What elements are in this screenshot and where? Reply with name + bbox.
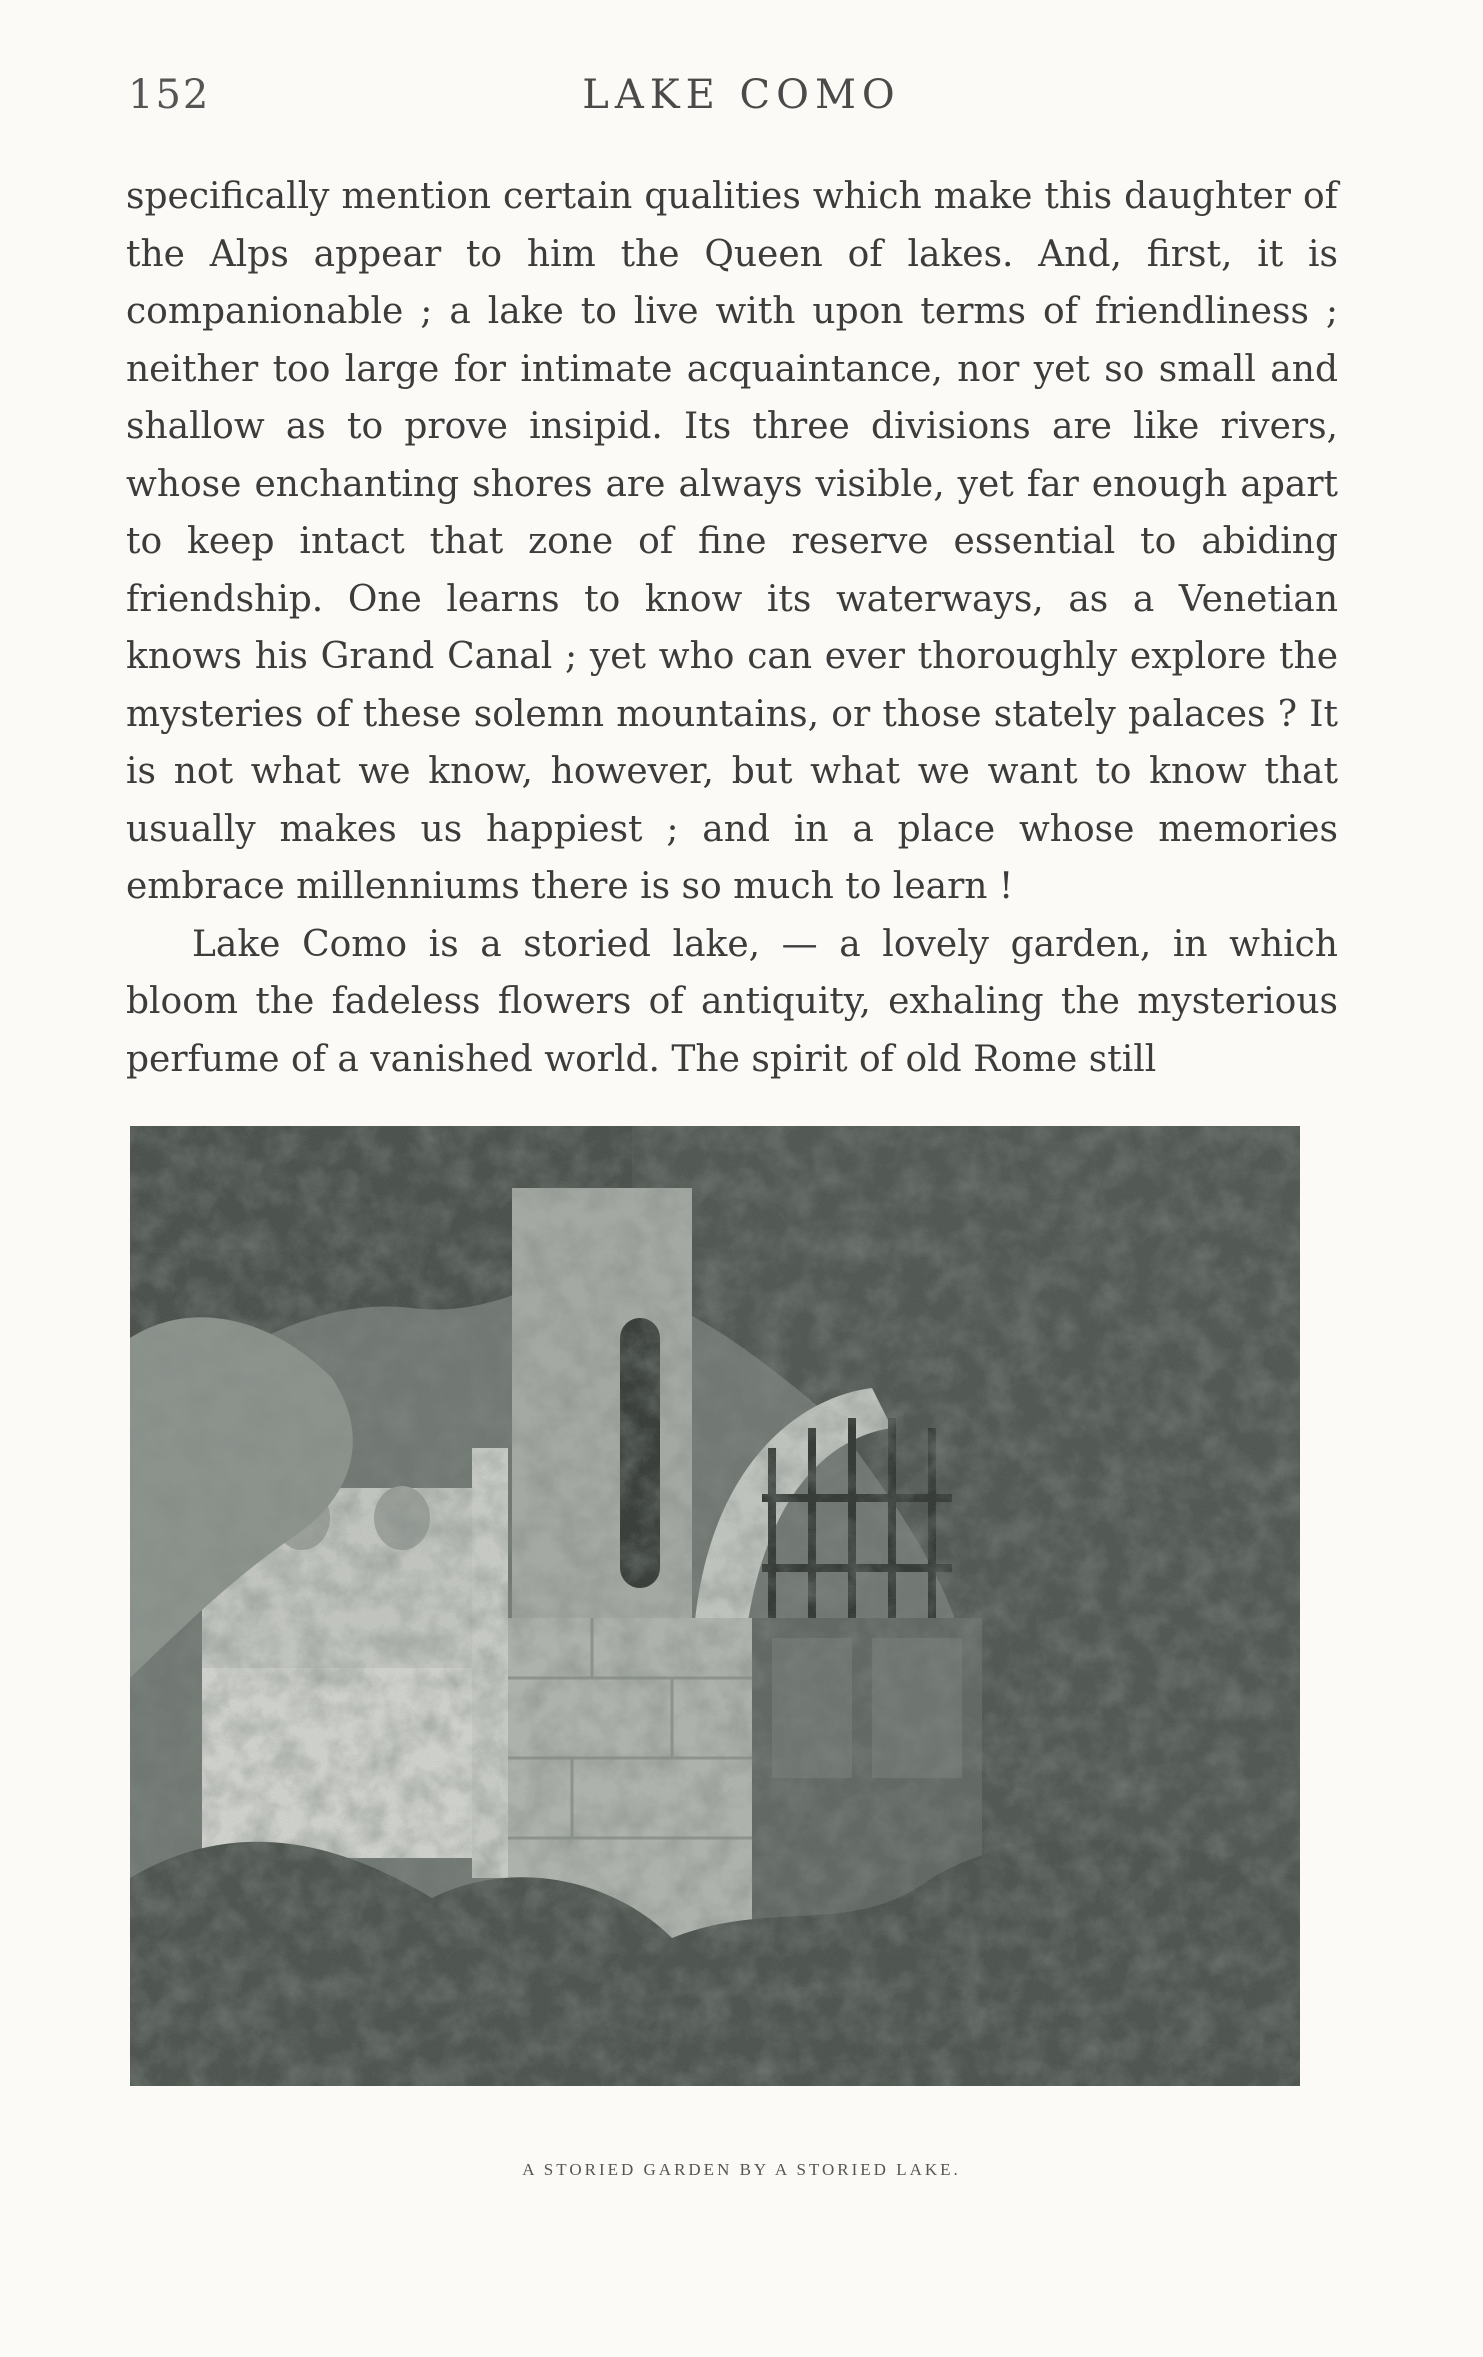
body-text — [126, 168, 1338, 1088]
figure-caption: A STORIED GARDEN BY A STORIED LAKE. — [522, 2160, 961, 2179]
page-number: 152 — [128, 72, 211, 118]
paragraph: specifically mention certain qualities which make this daughter of the Alps appear to him the Queen of lakes. And, first, it is companionable ; a lake to live with upon terms of friendliness ; neither too large for intimate acquaintance, nor yet so small and shallow as to prove insipid. Its three divisions are like rivers, whose enchanting shores are always visible, yet far enough apart to keep intact that zone of fine reserve essential to abiding friendship. One learns to know its waterways, as a Venetian knows his Grand Canal ; yet who can ever thoroughly explore the mysteries of these solemn mountains, or those stately palaces ? It is not what we know, however, but what we want to know that usually makes us happiest ; and in a place whose memories embrace millenniums there is so much to learn ! — [126, 176, 1338, 907]
garden-illustration-drawing — [72, 1118, 1320, 2102]
paragraph: Lake Como is a storied lake, — a lovely garden, in which bloom the fadeless flowers of antiquity, exhaling the mysterious perfume of a vanished world. The spirit of old Rome still — [126, 923, 1338, 1080]
running-head: LAKE COMO — [582, 72, 901, 118]
garden-illustration — [72, 1118, 1320, 2102]
